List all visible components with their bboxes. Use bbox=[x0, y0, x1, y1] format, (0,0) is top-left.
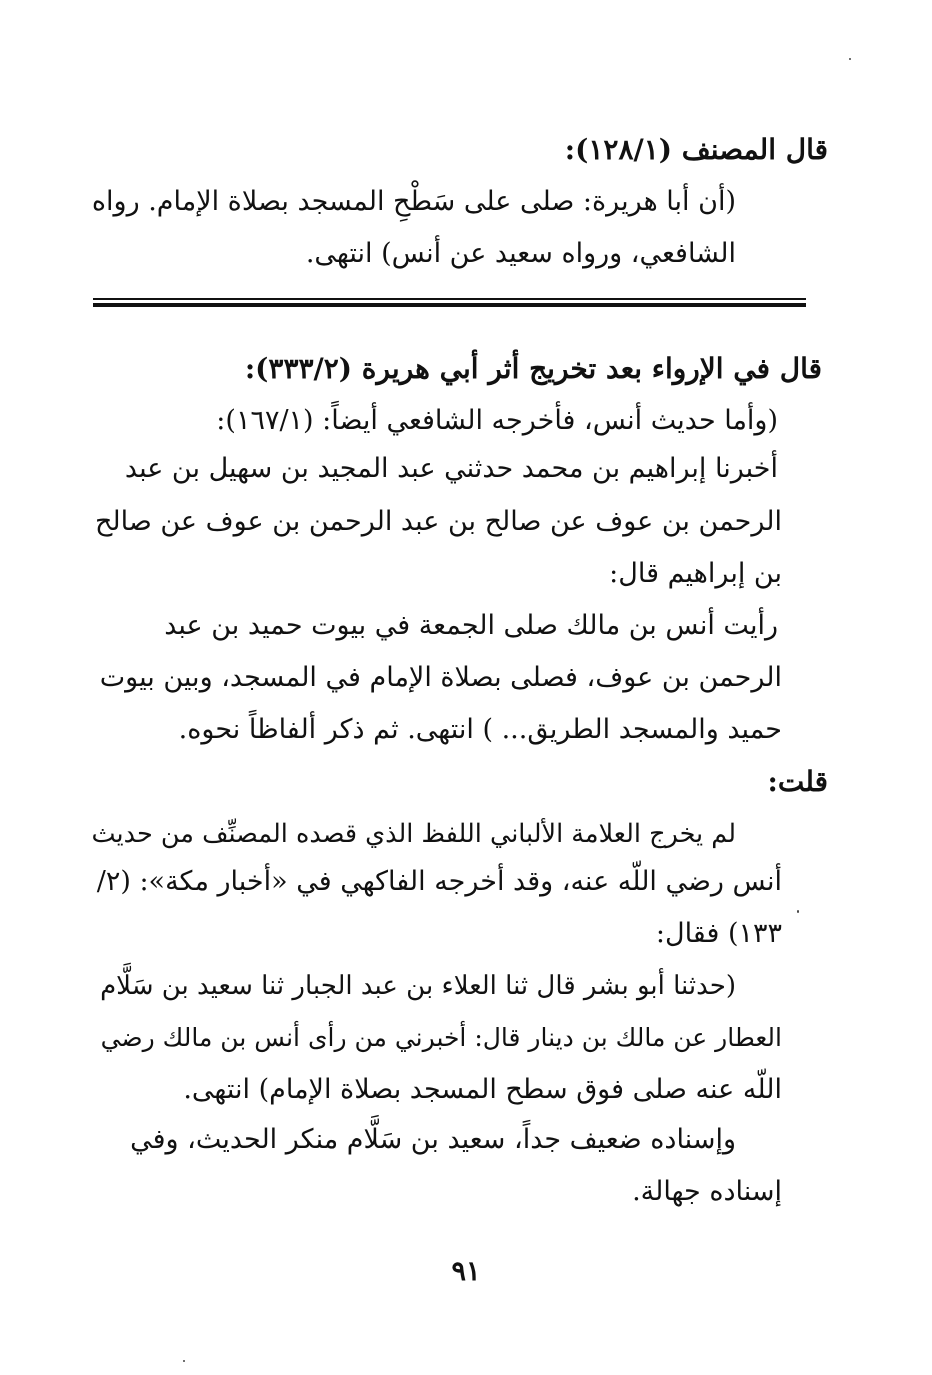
section3-line-5: العطار عن مالك بن دينار قال: أخبرني من رأى أنس بن مالك رضي bbox=[100, 1023, 782, 1052]
section1-line-2: الشافعي، ورواه سعيد عن أنس) انتهى. bbox=[305, 238, 736, 269]
section3-line-4: (حدثنا أبو بشر قال ثنا العلاء بن عبد الجبار ثنا سعيد بن سَلَّام bbox=[100, 971, 736, 1001]
scan-speck bbox=[849, 58, 851, 60]
section2-line-2: أخبرنا إبراهيم بن محمد حدثني عبد المجيد بن سهيل بن عبد bbox=[124, 453, 778, 484]
scan-speck bbox=[797, 910, 799, 913]
scan-speck bbox=[183, 1360, 185, 1362]
section1-heading: قال المصنف (١٢٨/١): bbox=[564, 133, 828, 166]
separator-rule-bottom bbox=[93, 303, 806, 307]
section2-line-6: الرحمن بن عوف، فصلى بصلاة الإمام في المسجد، وبين بيوت bbox=[99, 662, 782, 693]
section3-line-3: ١٣٣) فقال: bbox=[655, 918, 782, 949]
page-number: ٩١ bbox=[451, 1256, 481, 1287]
section3-line-8: إسناده جهالة. bbox=[632, 1176, 782, 1207]
section2-heading: قال في الإرواء بعد تخريج أثر أبي هريرة (٣٣٣/٢): bbox=[244, 352, 822, 385]
section2-line-5: رأيت أنس بن مالك صلى الجمعة في بيوت حميد بن عبد bbox=[164, 610, 778, 641]
section3-line-7: وإسناده ضعيف جداً، سعيد بن سَلَّام منكر الحديث، وفي bbox=[130, 1124, 736, 1155]
section3-line-1: لم يخرج العلامة الألباني اللفظ الذي قصده المصنِّف من حديث bbox=[91, 819, 736, 849]
section1-line-1: (أن أبا هريرة: صلى على سَطْحِ المسجد بصلاة الإمام. رواه bbox=[91, 186, 736, 217]
section2-line-3: الرحمن بن عوف عن صالح بن عبد الرحمن بن عوف عن صالح bbox=[94, 506, 782, 537]
separator-rule-top bbox=[93, 298, 806, 300]
section2-line-4: بن إبراهيم قال: bbox=[609, 558, 782, 589]
section2-line-7: حميد والمسجد الطريق... ) انتهى. ثم ذكر ألفاظاً نحوه. bbox=[178, 714, 782, 745]
section3-line-2: أنس رضي اللّه عنه، وقد أخرجه الفاكهي في «أخبار مكة»: (٢/ bbox=[96, 866, 782, 897]
section2-line-1: (وأما حديث أنس، فأخرجه الشافعي أيضاً: (١٦٧/١): bbox=[216, 405, 778, 436]
section3-line-6: اللّه عنه صلى فوق سطح المسجد بصلاة الإمام) انتهى. bbox=[183, 1074, 782, 1105]
section3-heading: قلت: bbox=[767, 765, 828, 798]
